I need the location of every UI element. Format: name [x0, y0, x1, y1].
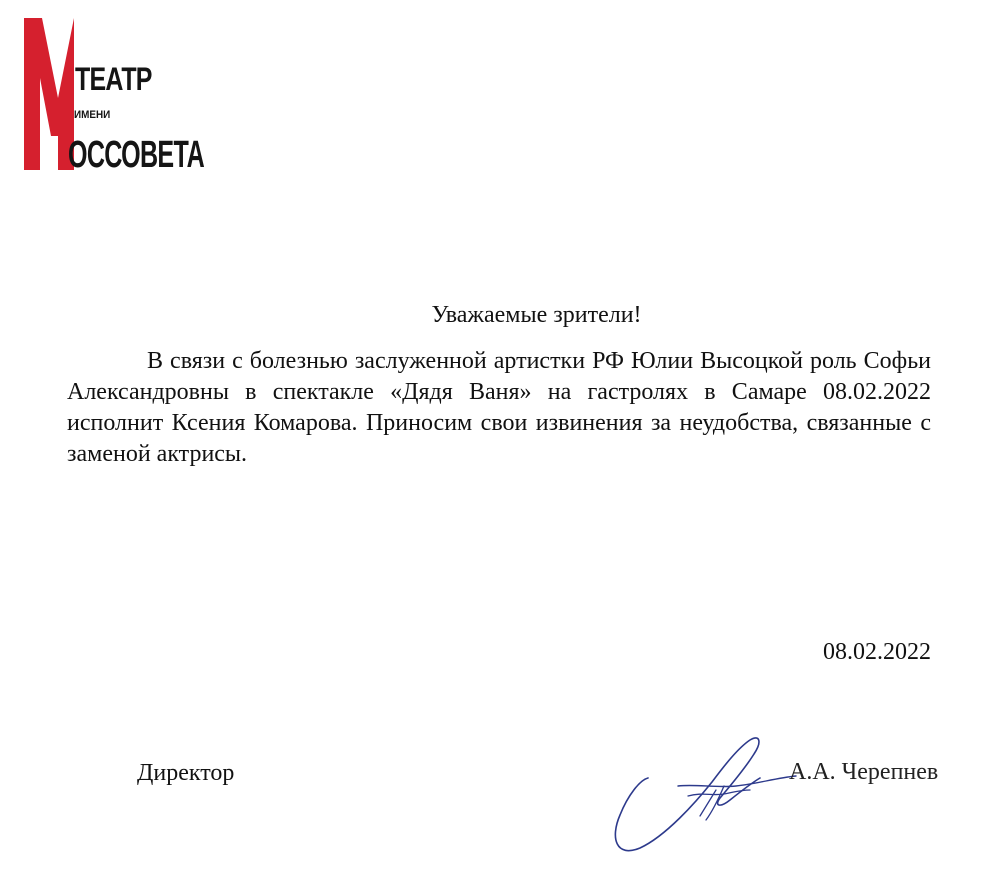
notice-heading: Уважаемые зрители!: [431, 302, 642, 328]
notice-date: 08.02.2022: [823, 639, 931, 665]
theatre-logo: [24, 18, 224, 176]
signatory-role: Директор: [137, 760, 235, 786]
signatory-name: А.А. Черепнев: [789, 759, 939, 785]
logo-line-teatr: ТЕАТР: [75, 61, 152, 97]
logo-line-imeni: ИМЕНИ: [74, 109, 111, 121]
logo-line-mossoveta: ОССОВЕТА: [68, 134, 205, 176]
notice-paragraph: В связи с болезнью заслуженной артистки РФ Юлии Высоцкой роль Софьи Александровны в спектакле «Дядя Ваня» на гастролях в Самаре 08.02.2022 исполнит Ксения Комарова. Приносим свои извинения за неудобства, связанные с заменой актрисы.: [67, 348, 931, 467]
handwritten-signature: [600, 720, 800, 860]
